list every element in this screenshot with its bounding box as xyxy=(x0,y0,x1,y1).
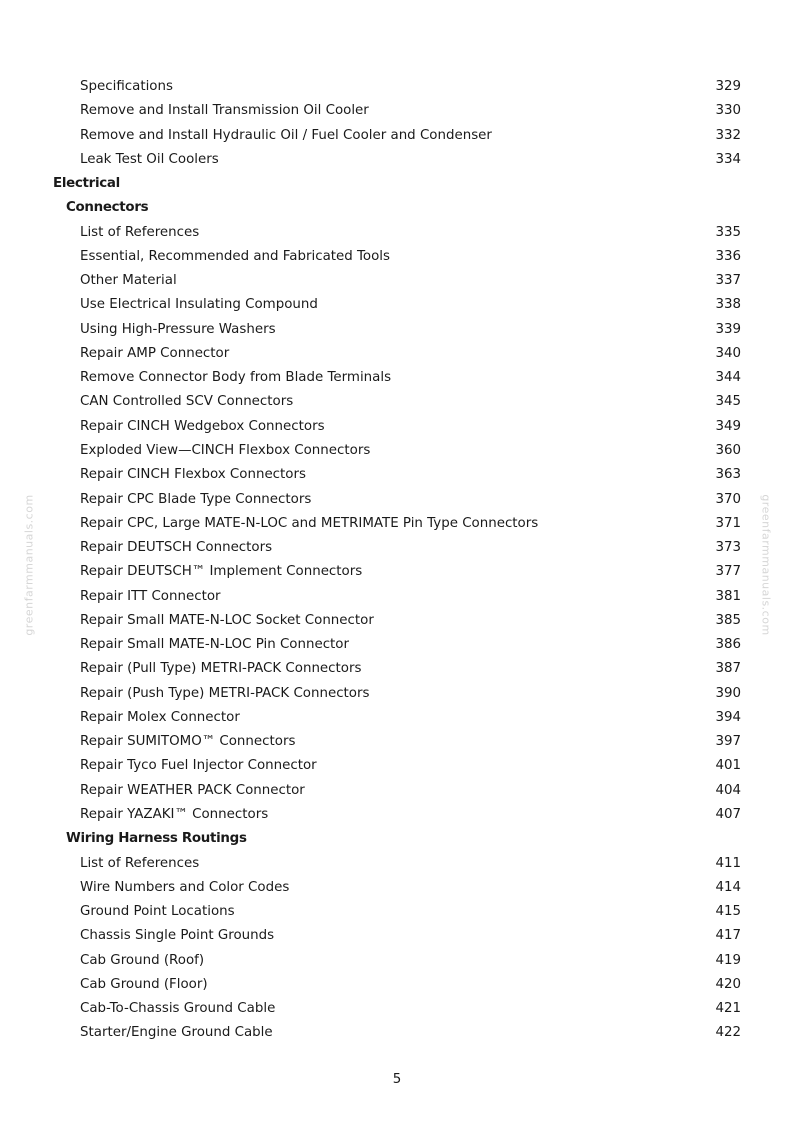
toc-entry-label: Repair Tyco Fuel Injector Connector xyxy=(80,758,317,774)
toc-entry[interactable] xyxy=(0,148,794,172)
toc-entry[interactable] xyxy=(0,852,794,876)
table-of-contents xyxy=(0,75,794,1046)
toc-entry-page: 338 xyxy=(715,297,741,313)
toc-entry[interactable] xyxy=(0,512,794,536)
toc-entry[interactable] xyxy=(0,221,794,245)
toc-entry-label: Remove and Install Hydraulic Oil / Fuel Cooler and Condenser xyxy=(80,127,492,143)
toc-entry-page: 334 xyxy=(715,151,741,167)
toc-entry[interactable] xyxy=(0,342,794,366)
toc-entry-page: 390 xyxy=(715,685,741,701)
toc-entry-label: Repair CINCH Flexbox Connectors xyxy=(80,467,306,483)
toc-entry[interactable] xyxy=(0,706,794,730)
toc-entry-label: Repair CPC, Large MATE-N-LOC and METRIMATE Pin Type Connectors xyxy=(80,515,539,531)
toc-entry-label: Starter/Engine Ground Cable xyxy=(80,1025,273,1041)
toc-entry-label: Other Material xyxy=(80,273,177,289)
toc-entry-label: Remove and Install Transmission Oil Cooler xyxy=(80,103,369,119)
toc-entry-label: Repair (Pull Type) METRI-PACK Connectors xyxy=(80,661,362,677)
toc-entry-label: Remove Connector Body from Blade Terminals xyxy=(80,370,392,386)
toc-entry[interactable] xyxy=(0,439,794,463)
toc-entry-page: 386 xyxy=(715,637,741,653)
toc-entry-label: Electrical xyxy=(53,176,120,192)
toc-entry-label: Repair Molex Connector xyxy=(80,709,240,725)
toc-entry-page: 360 xyxy=(715,442,741,458)
toc-entry[interactable] xyxy=(0,463,794,487)
toc-entry-page: 394 xyxy=(715,709,741,725)
toc-entry[interactable] xyxy=(0,754,794,778)
toc-entry-page: 373 xyxy=(715,540,741,556)
toc-entry[interactable] xyxy=(0,633,794,657)
watermark-left: greenfarmmanuals.com xyxy=(22,494,36,636)
toc-entry-page: 381 xyxy=(715,588,741,604)
toc-entry-label: Repair ITT Connector xyxy=(80,588,221,604)
page-number: 5 xyxy=(392,1072,402,1087)
toc-entry-page: 404 xyxy=(715,782,741,798)
toc-entry-page: 336 xyxy=(715,248,741,264)
toc-entry[interactable] xyxy=(0,1021,794,1045)
toc-entry[interactable] xyxy=(0,269,794,293)
toc-entry-label: Repair WEATHER PACK Connector xyxy=(80,782,305,798)
toc-entry[interactable] xyxy=(0,585,794,609)
toc-entry[interactable] xyxy=(0,803,794,827)
toc-entry-label: Repair CINCH Wedgebox Connectors xyxy=(80,418,325,434)
toc-entry[interactable] xyxy=(0,924,794,948)
toc-entry[interactable] xyxy=(0,609,794,633)
toc-entry-page: 387 xyxy=(715,661,741,677)
toc-entry[interactable] xyxy=(0,900,794,924)
toc-entry-page: 377 xyxy=(715,564,741,580)
toc-entry-label: Essential, Recommended and Fabricated Tools xyxy=(80,248,391,264)
toc-entry-label: Repair DEUTSCH™ Implement Connectors xyxy=(80,564,363,580)
toc-entry[interactable] xyxy=(0,99,794,123)
toc-entry-page: 415 xyxy=(715,904,741,920)
toc-entry-label: Repair AMP Connector xyxy=(80,345,230,361)
toc-entry[interactable] xyxy=(0,124,794,148)
toc-entry[interactable] xyxy=(0,949,794,973)
toc-entry-page: 422 xyxy=(715,1025,741,1041)
toc-entry-page: 421 xyxy=(715,1001,741,1017)
toc-entry-label: Leak Test Oil Coolers xyxy=(80,151,219,167)
toc-entry[interactable] xyxy=(0,973,794,997)
toc-entry-page: 385 xyxy=(715,612,741,628)
toc-entry-page: 411 xyxy=(715,855,741,871)
toc-entry-label: Repair Small MATE-N-LOC Socket Connector xyxy=(80,612,374,628)
toc-entry[interactable] xyxy=(0,876,794,900)
toc-entry-label: List of References xyxy=(80,224,200,240)
toc-entry[interactable] xyxy=(0,730,794,754)
toc-entry[interactable] xyxy=(0,488,794,512)
toc-entry-page: 345 xyxy=(715,394,741,410)
toc-entry[interactable] xyxy=(0,415,794,439)
toc-entry[interactable] xyxy=(0,560,794,584)
toc-entry-page: 397 xyxy=(715,734,741,750)
toc-entry-label: Repair CPC Blade Type Connectors xyxy=(80,491,312,507)
toc-entry-page: 370 xyxy=(715,491,741,507)
toc-entry-label: Cab-To-Chassis Ground Cable xyxy=(80,1001,276,1017)
toc-entry-label: Exploded View—CINCH Flexbox Connectors xyxy=(80,442,371,458)
toc-entry-page: 339 xyxy=(715,321,741,337)
toc-entry-label: Cab Ground (Roof) xyxy=(80,952,205,968)
toc-entry-page: 419 xyxy=(715,952,741,968)
toc-entry-page: 340 xyxy=(715,345,741,361)
toc-entry-label: Wire Numbers and Color Codes xyxy=(80,879,290,895)
toc-entry[interactable] xyxy=(0,536,794,560)
toc-entry-page: 417 xyxy=(715,928,741,944)
toc-entry[interactable] xyxy=(0,682,794,706)
toc-entry[interactable] xyxy=(0,997,794,1021)
toc-entry-page: 407 xyxy=(715,806,741,822)
toc-entry-page: 414 xyxy=(715,879,741,895)
toc-entry-label: Cab Ground (Floor) xyxy=(80,976,208,992)
toc-entry[interactable] xyxy=(0,293,794,317)
watermark-right: greenfarmmanuals.com xyxy=(759,494,773,636)
toc-entry-page: 344 xyxy=(715,370,741,386)
toc-entry-label: Using High-Pressure Washers xyxy=(80,321,276,337)
toc-entry[interactable] xyxy=(0,75,794,99)
toc-entry[interactable] xyxy=(0,779,794,803)
toc-heading[interactable] xyxy=(0,172,794,196)
toc-entry-page: 420 xyxy=(715,976,741,992)
toc-entry-page: 337 xyxy=(715,273,741,289)
toc-heading[interactable] xyxy=(0,827,794,851)
toc-entry[interactable] xyxy=(0,318,794,342)
toc-entry-label: Wiring Harness Routings xyxy=(66,831,247,847)
toc-entry-page: 363 xyxy=(715,467,741,483)
toc-entry-label: Repair DEUTSCH Connectors xyxy=(80,540,273,556)
toc-entry-label: Use Electrical Insulating Compound xyxy=(80,297,318,313)
toc-entry-label: Repair YAZAKI™ Connectors xyxy=(80,806,269,822)
toc-heading[interactable] xyxy=(0,196,794,220)
toc-entry[interactable] xyxy=(0,657,794,681)
toc-entry-label: Connectors xyxy=(66,200,149,216)
toc-entry-page: 335 xyxy=(715,224,741,240)
toc-entry-label: Repair (Push Type) METRI-PACK Connectors xyxy=(80,685,370,701)
toc-entry-label: Repair Small MATE-N-LOC Pin Connector xyxy=(80,637,350,653)
toc-entry-page: 330 xyxy=(715,103,741,119)
toc-entry-label: List of References xyxy=(80,855,200,871)
toc-entry-label: Chassis Single Point Grounds xyxy=(80,928,275,944)
toc-entry[interactable] xyxy=(0,245,794,269)
toc-entry-label: Ground Point Locations xyxy=(80,904,235,920)
toc-entry[interactable] xyxy=(0,390,794,414)
toc-entry-label: Repair SUMITOMO™ Connectors xyxy=(80,734,296,750)
toc-entry-page: 329 xyxy=(715,79,741,94)
toc-entry-page: 401 xyxy=(715,758,741,774)
toc-entry-page: 332 xyxy=(715,127,741,143)
toc-entry-label: CAN Controlled SCV Connectors xyxy=(80,394,294,410)
toc-entry-label: Specifications xyxy=(80,79,173,94)
toc-entry-page: 349 xyxy=(715,418,741,434)
toc-entry-page: 371 xyxy=(715,515,741,531)
toc-entry[interactable] xyxy=(0,366,794,390)
